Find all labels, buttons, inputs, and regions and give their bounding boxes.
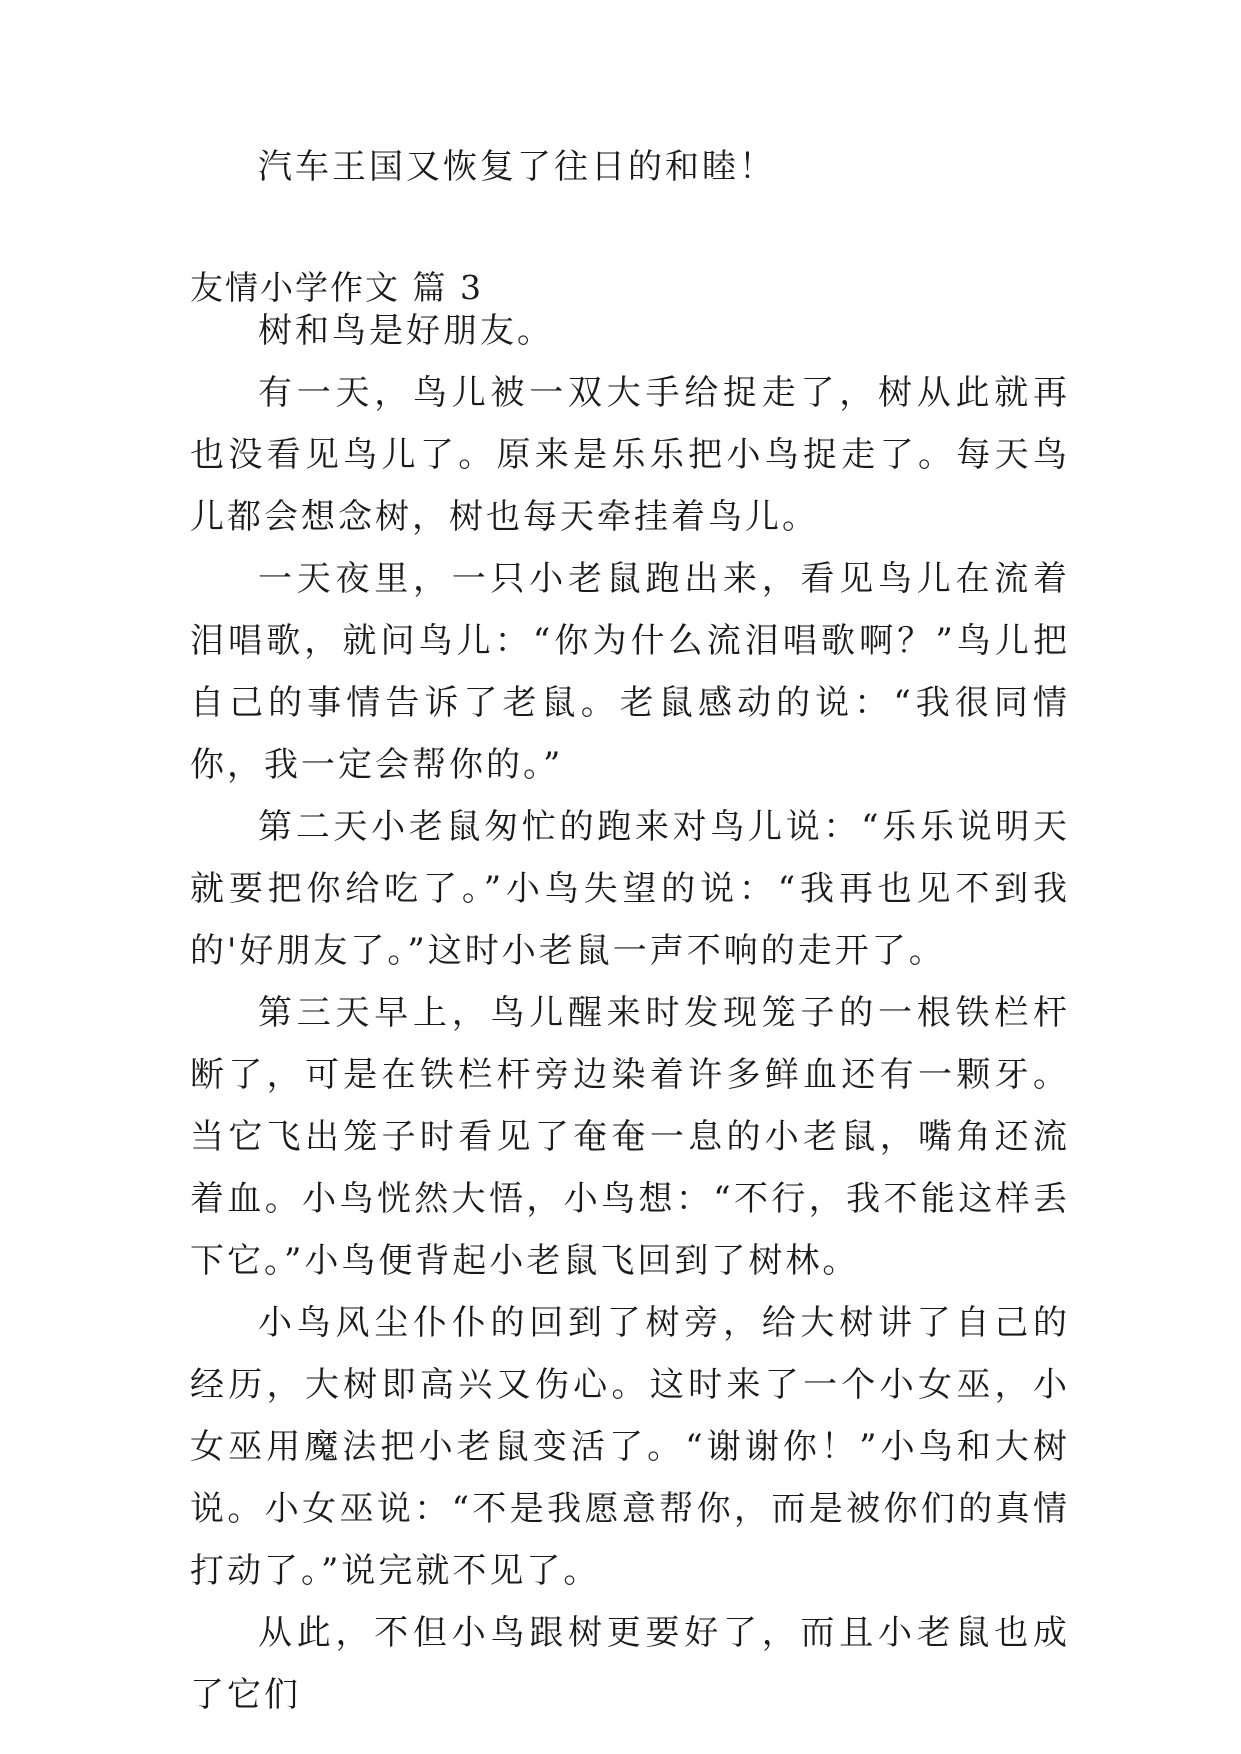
paragraph-1: 树和鸟是好朋友。	[258, 311, 554, 351]
paragraph-2: 有一天，鸟儿被一双大手给捉走了，树从此就再也没看见鸟儿了。原来是乐乐把小鸟捉走了。每天鸟儿都会想念树，树也每天牵挂着鸟儿。	[190, 373, 1070, 537]
paragraph-5: 第三天早上，鸟儿醒来时发现笼子的一根铁栏杆断了，可是在铁栏杆旁边染着许多鲜血还有一颗牙。当它飞出笼子时看见了奄奄一息的小老鼠，嘴角还流着血。小鸟恍然大悟，小鸟想：“不行，我不能这样丢下它。”小鸟便背起小老鼠飞回到了树林。	[190, 993, 1070, 1281]
paragraph-6: 小鸟风尘仆仆的回到了树旁，给大树讲了自己的经历，大树即高兴又伤心。这时来了一个小女巫，小女巫用魔法把小老鼠变活了。“谢谢你！”小鸟和大树说。小女巫说：“不是我愿意帮你，而是被你们的真情打动了。”说完就不见了。	[190, 1303, 1070, 1591]
paragraph-4: 第二天小老鼠匆忙的跑来对鸟儿说：“乐乐说明天就要把你给吃了。”小鸟失望的说：“我再也见不到我的'好朋友了。”这时小老鼠一声不响的走开了。	[190, 807, 1070, 971]
paragraph-3: 一天夜里，一只小老鼠跑出来，看见鸟儿在流着泪唱歌，就问鸟儿：“你为什么流泪唱歌啊？”鸟儿把自己的事情告诉了老鼠。老鼠感动的说：“我很同情你，我一定会帮你的。”	[190, 559, 1070, 785]
article-body	[190, 300, 1070, 1726]
paragraph-7: 从此，不但小鸟跟树更要好了，而且小老鼠也成了它们	[190, 1613, 1070, 1715]
intro-paragraph: 汽车王国又恢复了往日的和睦！	[258, 147, 776, 187]
section-title: 友情小学作文 篇 3	[190, 268, 483, 307]
intro-block	[190, 136, 1070, 198]
